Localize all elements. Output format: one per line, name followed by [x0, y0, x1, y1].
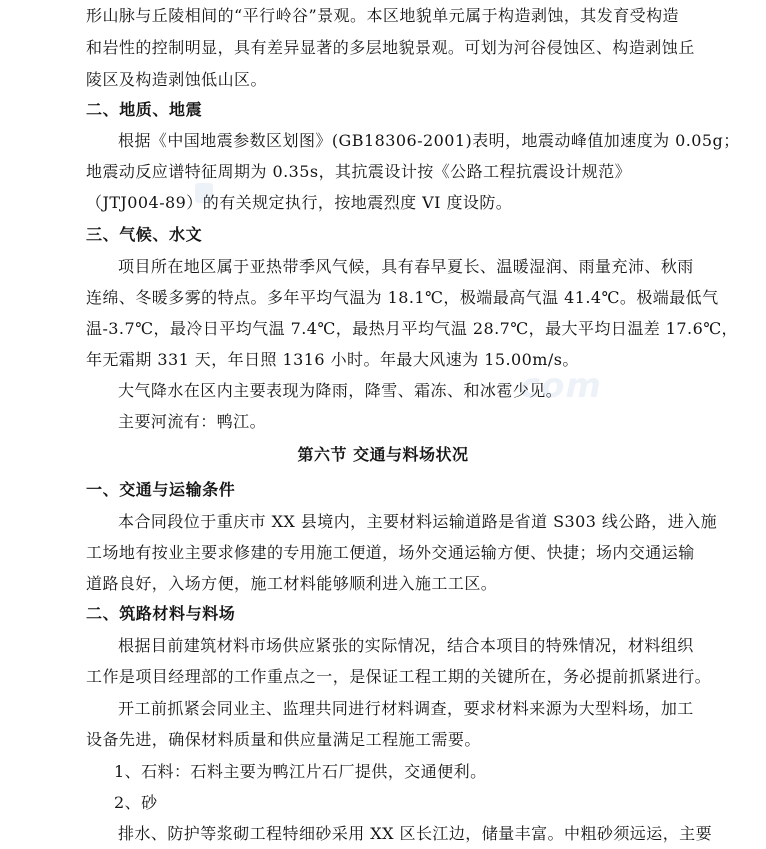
section-heading-transport: 一、交通与运输条件 [86, 480, 236, 499]
body-text-line: 和岩性的控制明显，具有差异显著的多层地貌景观。可划为河谷侵蚀区、构造剥蚀丘 [86, 38, 695, 57]
body-text-line: 陵区及构造剥蚀低山区。 [86, 70, 267, 89]
body-text-line: 形山脉与丘陵相间的“平行岭谷”景观。本区地貌单元属于构造剥蚀，其发育受构造 [86, 6, 680, 25]
chapter-title: 第六节 交通与料场状况 [297, 445, 469, 464]
body-text-line: 本合同段位于重庆市 XX 县境内，主要材料运输道路是省道 S303 线公路，进入施 [118, 512, 718, 531]
body-text-line: 根据《中国地震参数区划图》(GB18306-2001)表明，地震动峰值加速度为 0.05g； [118, 131, 740, 150]
body-text-line: 排水、防护等浆砌工程特细砂采用 XX 区长江边，储量丰富。中粗砂须远运，主要 [118, 824, 713, 843]
body-text-line: 大气降水在区内主要表现为降雨，降雪、霜冻、和冰雹少见。 [118, 381, 563, 400]
body-text-line: 连绵、冬暖多雾的特点。多年平均气温为 18.1℃，极端最高气温 41.4℃。极端最低气 [86, 288, 719, 307]
body-text-line: 根据目前建筑材料市场供应紧张的实际情况，结合本项目的特殊情况，材料组织 [118, 636, 694, 655]
section-heading-geology: 二、地质、地震 [86, 100, 203, 119]
body-text-line: 年无霜期 331 天，年日照 1316 小时。年最大风速为 15.00m/s。 [86, 350, 579, 369]
body-text-line: 项目所在地区属于亚热带季风气候，具有春早夏长、温暖湿润、雨量充沛、秋雨 [118, 257, 694, 276]
list-item-sand: 2、砂 [114, 793, 158, 812]
body-text-line: 地震动反应谱特征周期为 0.35s，其抗震设计按《公路工程抗震设计规范》 [86, 162, 632, 181]
list-item-stone: 1、石料：石料主要为鸭江片石厂提供，交通便利。 [114, 762, 487, 781]
body-text-line: 工场地有按业主要求修建的专用施工便道，场外交通运输方便、快捷；场内交通运输 [86, 543, 695, 562]
section-heading-materials: 二、筑路材料与料场 [86, 604, 236, 623]
body-text-line: 工作是项目经理部的工作重点之一，是保证工程工期的关键所在，务必提前抓紧进行。 [86, 667, 712, 686]
body-text-line: 温-3.7℃，最冷日平均气温 7.4℃，最热月平均气温 28.7℃，最大平均日温差 17.6℃， [86, 319, 738, 338]
body-text-line: 道路良好，入场方便，施工材料能够顺利进入施工工区。 [86, 574, 498, 593]
section-heading-climate: 三、气候、水文 [86, 225, 203, 244]
watermark: com [520, 366, 602, 406]
body-text-line: （JTJ004-89）的有关规定执行，按地震烈度 VI 度设防。 [86, 193, 513, 212]
body-text-line: 开工前抓紧会同业主、监理共同进行材料调查，要求材料来源为大型料场，加工 [118, 699, 694, 718]
body-text-line: 设备先进，确保材料质量和供应量满足工程施工需要。 [86, 730, 481, 749]
body-text-line: 主要河流有：鸭江。 [118, 412, 267, 431]
